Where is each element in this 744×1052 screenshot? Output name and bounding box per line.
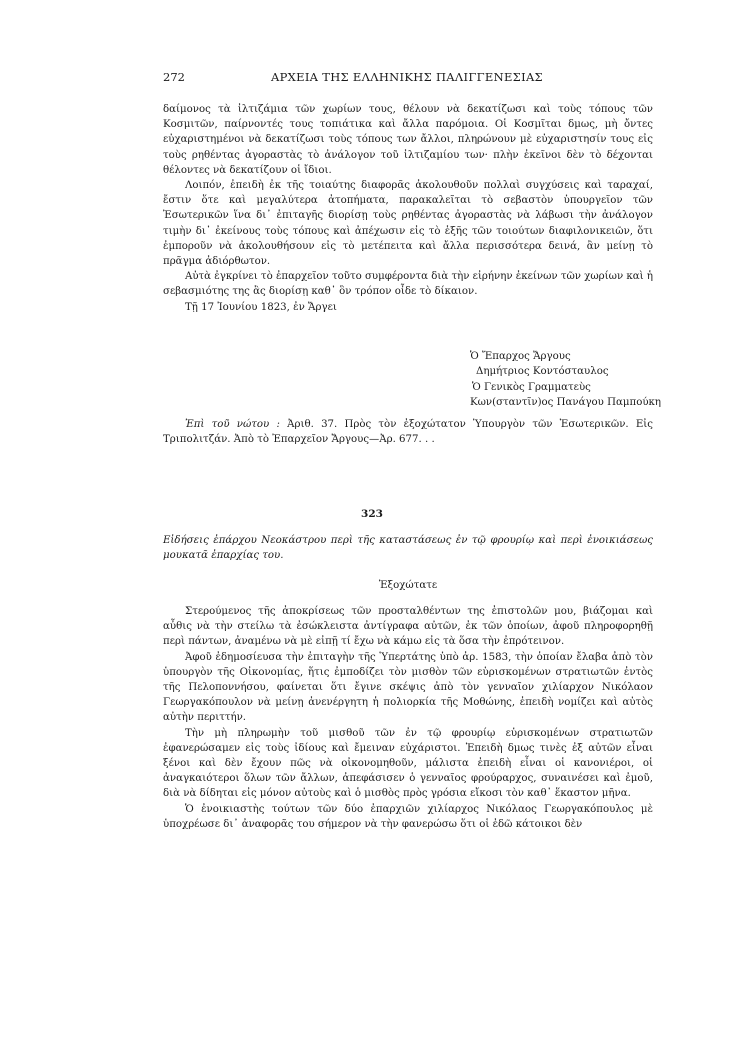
running-title: ΑΡΧΕΙΑ ΤΗΣ ΕΛΛΗΝΙΚΗΣ ΠΑΛΙΓΓΕΝΕΣΙΑΣ <box>271 70 543 84</box>
document-2-summary <box>163 533 653 563</box>
doc1-verso-note <box>163 417 653 447</box>
signature-line: Δημήτριος Κοντόσταυλος <box>476 366 609 378</box>
doc2-paragraph: Στερούμενος τῆς ἀποκρίσεως τῶν προσταλθέντων της ἐπιστολῶν μου, βιάζομαι καὶ αὖθις νὰ τὴν στείλω τὰ ἐσώκλειστα ἀντίγραφα αὐτῶν, ἐκ τῶν ὁποίων, ἀφοῦ πληροφορηθῇ περὶ πάντων, ἀναμένω νὰ μὲ εἰπῇ τί ἔχω νὰ κάμω εἰς τὰ ὅσα τὴν ἐπρότεινον. <box>163 606 653 648</box>
signature-line: Ὁ Ἔπαρχος Ἄργους <box>470 351 571 362</box>
verso-text: Ἀριθ. 37. Πρὸς τὸν ἐξοχώτατον Ὑπουργὸν τῶν Ἐσωτερικῶν. Εἰς Τριπολιτζάν. Ἀπὸ τὸ Ἐπαρχεῖον Ἄργους—Ἀρ. 677. . . <box>163 419 653 446</box>
page-header <box>163 70 651 88</box>
signature-line: Κων(σταντῖν)ος Πανάγου Παμπούκη <box>470 396 661 408</box>
verso-label: Ἐπὶ τοῦ νώτου : <box>185 419 280 430</box>
doc2-salutation-wrap <box>163 578 653 593</box>
document-number: 323 <box>361 508 383 520</box>
document-2-body <box>163 604 653 832</box>
doc1-date-line: Τῇ 17 Ἰουνίου 1823, ἐν Ἄργει <box>185 301 337 313</box>
doc1-paragraph-continued: δαίμονος τὰ ἰλτιζάμια τῶν χωρίων τους, θέλουν νὰ δεκατίζωσι καὶ τοὺς τόπους τῶν Κοσμιτῶν, παίρνοντές τους τοπιάτικα καὶ ἄλλα παρόμοια. Οἱ Κοσμῖται δμως, μὴ ὄντες εὐχαριστημένοι νὰ δεκατίζωσι τοὺς τόπους των ἄλλοι, πληρώνουν μὲ εὐχαριστησίν τους εἰς τοὺς ρηθέντας ἀγοραστὰς τὸ ἀνάλογον τοῦ ἰλτιζαμίου των· πλὴν ἐκεῖνοι δὲν τὸ δέχονται θέλοντες νὰ δεκατίζουν οἱ ἴδιοι. <box>163 104 653 176</box>
doc2-paragraph: Τὴν μὴ πληρωμὴν τοῦ μισθοῦ τῶν ἐν τῷ φρουρίῳ εὑρισκομένων στρατιωτῶν ἐφανερώσαμεν εἰς τοὺς ἰδίους καὶ ἔμειναν εὐχάριστοι. Ἐπειδὴ δμως τινὲς ἐξ αὐτῶν εἶναι ξένοι καὶ δὲν ἔχουν πῶς νὰ οἰκονομηθοῦν, μάλιστα ἐπειδὴ εἶναι οἱ κανονιέροι, οἱ ἀναγκαιότεροι ὅλων τῶν ἄλλων, ἀπεφάσισεν ὁ γενναῖος φρούραρχος, συναινέσει καὶ ἐμοῦ, διὰ νὰ δίδηται εἰς μόνον αὐτοὺς καὶ ὁ μισθὸς πρὸς γρόσια εἴκοσι τὸν καθ᾽ ἕκαστον μῆνα. <box>163 727 653 800</box>
doc2-salutation: Ἐξοχώτατε <box>378 580 438 591</box>
doc2-paragraph: Ἀφοῦ ἐδημοσίευσα τὴν ἐπιταγὴν τῆς Ὑπερτάτης ὑπὸ ἀρ. 1583, τὴν ὁποίαν ἔλαβα ἀπὸ τὸν ὑπουργὸν τῆς Οἰκονομίας, ἥτις ἐμποδίζει τὸν μισθὸν τῶν εὑρισκομένων στρατιωτῶν ἐντὸς τῆς Πελοποννήσου, φαίνεται ὅτι ἔγινε σκέψις ἀπὸ τὸν γενναῖον χιλίαρχον Νικόλαον Γεωργακόπουλον νὰ μείνῃ ἀνενέργητη ἡ πολιορκία τῆς Μοθώνης, ἐπειδὴ νομίζει καὶ αὐτὸς αὐτὴν περιττήν. <box>163 651 653 724</box>
page-number: 272 <box>163 70 185 84</box>
document-1-body <box>163 102 653 315</box>
doc2-summary: Εἰδήσεις ἐπάρχου Νεοκάστρου περὶ τῆς καταστάσεως ἐν τῷ φρουρίῳ καὶ περὶ ἐνοικιάσεως μουκατᾶ ἐπαρχίας του. <box>163 535 653 562</box>
doc2-paragraph: Ὁ ἐνοικιαστὴς τούτων τῶν δύο ἐπαρχιῶν χιλίαρχος Νικόλαος Γεωργακόπουλος μὲ ὑποχρέωσε δι᾽ ἀναφορᾶς του σήμερον νὰ τὴν φανερώσω ὅτι οἱ ἐδῶ κάτοικοι δὲν <box>163 803 653 830</box>
doc1-paragraph: Αὐτὰ ἐγκρίνει τὸ ἐπαρχεῖον τοῦτο συμφέροντα διὰ τὴν εἰρήνην ἐκείνων τῶν χωρίων καὶ ἡ σεβασμιότης της ἂς διορίσῃ καθ᾽ ὃν τρόπον οἶδε τὸ δίκαιον. <box>163 271 653 298</box>
doc1-paragraph: Λοιπόν, ἐπειδὴ ἐκ τῆς τοιαύτης διαφορᾶς ἀκολουθοῦν πολλαὶ συγχύσεις καὶ ταραχαί, ἔστιν ὅτε καὶ μεγαλύτερα ἀτοπήματα, παρακαλεῖται τὸ σεβαστὸν ὑπουργεῖον τῶν Ἐσωτερικῶν ἵνα δι᾽ ἐπιταγῆς διορίσῃ τοὺς ρηθέντας ἀγοραστὰς νὰ λάβωσι τὴν ἀνάλογον τιμὴν δι᾽ ἐκείνους τοὺς τόπους καὶ ἀπέχωσιν εἰς τὸ ἑξῆς τῶν τοιούτων διαφιλονικειῶν, ὅτι ἐμποροῦν νὰ ἀκολουθήσουν εἰς τὸ μετέπειτα καὶ ἄλλα περισσότερα δεινά, ἂν μείνῃ τὸ πρᾶγμα ἀδιόρθωτον. <box>163 180 653 268</box>
doc1-signature-block <box>470 349 661 410</box>
signature-line: Ὁ Γενικὸς Γραμματεὺς <box>472 381 591 393</box>
